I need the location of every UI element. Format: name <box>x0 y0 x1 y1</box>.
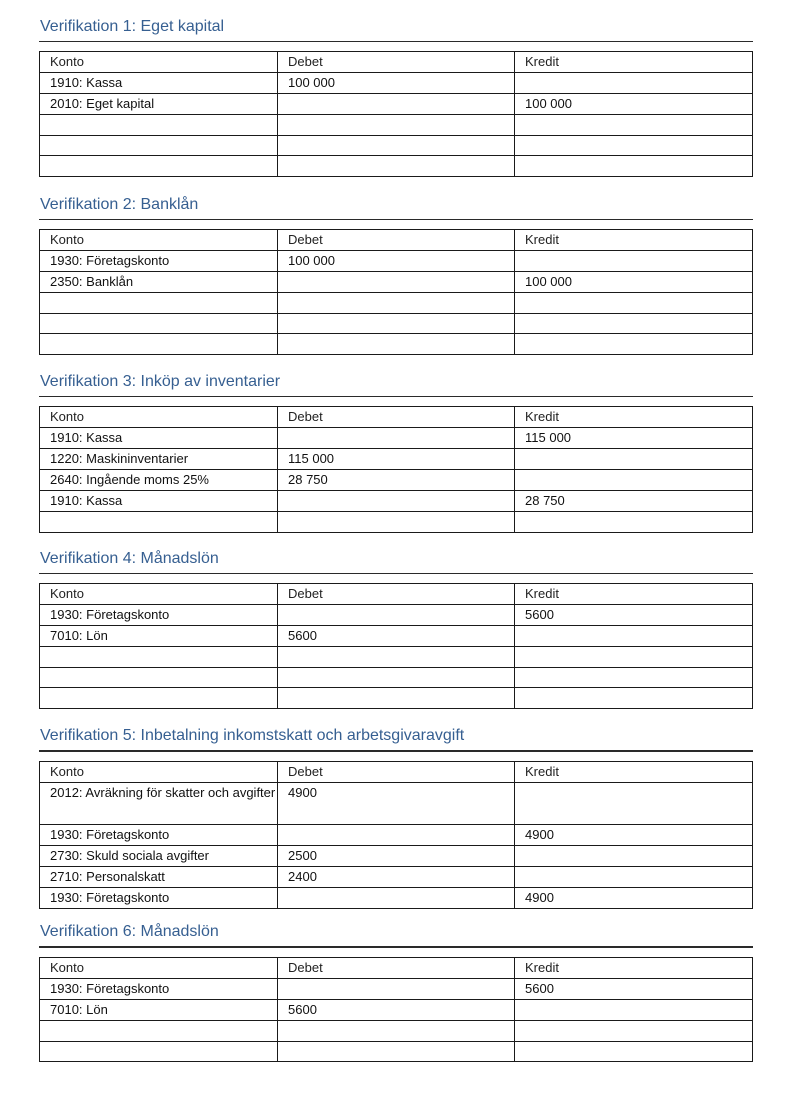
kredit-cell[interactable] <box>515 470 753 491</box>
table-row <box>40 783 753 825</box>
table-row <box>40 1000 753 1021</box>
konto-cell[interactable] <box>40 293 278 314</box>
ledger-table <box>39 583 753 709</box>
konto-cell[interactable]: 1910: Kassa <box>40 73 278 94</box>
konto-cell[interactable] <box>40 156 278 177</box>
kredit-cell[interactable] <box>515 647 753 668</box>
konto-cell[interactable]: 1930: Företagskonto <box>40 825 278 846</box>
heading-rule <box>39 946 753 948</box>
kredit-cell[interactable] <box>515 688 753 709</box>
kredit-cell[interactable] <box>515 867 753 888</box>
heading-rule <box>39 573 753 574</box>
konto-cell[interactable]: 7010: Lön <box>40 1000 278 1021</box>
verifikation-4 <box>39 549 753 709</box>
heading-rule <box>39 41 753 42</box>
table-row <box>40 512 753 533</box>
kredit-cell[interactable] <box>515 251 753 272</box>
konto-cell[interactable] <box>40 688 278 709</box>
column-header-konto: Konto <box>40 584 278 605</box>
kredit-cell[interactable]: 115 000 <box>515 428 753 449</box>
table-row <box>40 428 753 449</box>
kredit-cell[interactable] <box>515 512 753 533</box>
table-row <box>40 1021 753 1042</box>
kredit-cell[interactable]: 100 000 <box>515 272 753 293</box>
konto-cell[interactable]: 2350: Banklån <box>40 272 278 293</box>
konto-cell[interactable]: 1910: Kassa <box>40 491 278 512</box>
table-header-row <box>40 407 753 428</box>
kredit-cell[interactable]: 4900 <box>515 825 753 846</box>
column-header-konto: Konto <box>40 762 278 783</box>
debet-cell[interactable]: 100 000 <box>278 73 515 94</box>
debet-cell[interactable] <box>278 94 515 115</box>
kredit-cell[interactable] <box>515 846 753 867</box>
table-row <box>40 272 753 293</box>
table-header-row <box>40 584 753 605</box>
table-row <box>40 313 753 334</box>
kredit-cell[interactable] <box>515 783 753 825</box>
debet-cell[interactable] <box>278 293 515 314</box>
debet-cell[interactable]: 4900 <box>278 783 515 825</box>
verifikation-title: Verifikation 6: Månadslön <box>40 923 219 940</box>
verifikation-title: Verifikation 4: Månadslön <box>40 550 219 567</box>
konto-cell[interactable]: 1930: Företagskonto <box>40 888 278 909</box>
column-header-kredit: Kredit <box>515 958 753 979</box>
kredit-cell[interactable]: 5600 <box>515 605 753 626</box>
konto-cell[interactable] <box>40 1021 278 1042</box>
column-header-konto: Konto <box>40 230 278 251</box>
konto-cell[interactable]: 2710: Personalskatt <box>40 867 278 888</box>
debet-cell[interactable] <box>278 135 515 156</box>
kredit-cell[interactable]: 100 000 <box>515 94 753 115</box>
kredit-cell[interactable] <box>515 73 753 94</box>
konto-cell[interactable]: 1930: Företagskonto <box>40 605 278 626</box>
debet-cell[interactable]: 28 750 <box>278 470 515 491</box>
column-header-debet: Debet <box>278 762 515 783</box>
kredit-cell[interactable] <box>515 1041 753 1062</box>
verifikation-title: Verifikation 5: Inbetalning inkomstskatt och arbetsgivaravgift <box>40 727 465 744</box>
kredit-cell[interactable]: 28 750 <box>515 491 753 512</box>
debet-cell[interactable] <box>278 888 515 909</box>
konto-cell[interactable]: 1930: Företagskonto <box>40 979 278 1000</box>
table-row <box>40 647 753 668</box>
table-header-row <box>40 230 753 251</box>
table-row <box>40 251 753 272</box>
debet-cell[interactable] <box>278 313 515 334</box>
konto-cell[interactable]: 7010: Lön <box>40 626 278 647</box>
heading-rule <box>39 219 753 220</box>
column-header-kredit: Kredit <box>515 407 753 428</box>
konto-cell[interactable] <box>40 1041 278 1062</box>
kredit-cell[interactable] <box>515 667 753 688</box>
konto-cell[interactable] <box>40 647 278 668</box>
debet-cell[interactable] <box>278 647 515 668</box>
konto-cell[interactable]: 2012: Avräkning för skatter och avgifter <box>40 783 278 825</box>
debet-cell[interactable] <box>278 667 515 688</box>
konto-cell[interactable] <box>40 115 278 136</box>
kredit-cell[interactable] <box>515 135 753 156</box>
debet-cell[interactable]: 2500 <box>278 846 515 867</box>
konto-cell[interactable]: 1220: Maskininventarier <box>40 449 278 470</box>
column-header-konto: Konto <box>40 958 278 979</box>
table-row <box>40 825 753 846</box>
column-header-konto: Konto <box>40 52 278 73</box>
konto-cell[interactable]: 2640: Ingående moms 25% <box>40 470 278 491</box>
column-header-debet: Debet <box>278 584 515 605</box>
ledger-table <box>39 957 753 1062</box>
verifikation-5 <box>39 726 753 909</box>
table-row <box>40 449 753 470</box>
ledger-table <box>39 761 753 909</box>
debet-cell[interactable]: 115 000 <box>278 449 515 470</box>
kredit-cell[interactable] <box>515 156 753 177</box>
debet-cell[interactable] <box>278 1041 515 1062</box>
column-header-debet: Debet <box>278 958 515 979</box>
debet-cell[interactable] <box>278 688 515 709</box>
konto-cell[interactable] <box>40 512 278 533</box>
debet-cell[interactable] <box>278 428 515 449</box>
ledger-table <box>39 51 753 177</box>
kredit-cell[interactable] <box>515 293 753 314</box>
table-row <box>40 1041 753 1062</box>
kredit-cell[interactable] <box>515 1000 753 1021</box>
debet-cell[interactable]: 5600 <box>278 1000 515 1021</box>
heading-rule <box>39 750 753 752</box>
kredit-cell[interactable] <box>515 313 753 334</box>
table-row <box>40 979 753 1000</box>
debet-cell[interactable] <box>278 156 515 177</box>
column-header-debet: Debet <box>278 407 515 428</box>
debet-cell[interactable] <box>278 334 515 355</box>
debet-cell[interactable]: 2400 <box>278 867 515 888</box>
konto-cell[interactable]: 2010: Eget kapital <box>40 94 278 115</box>
column-header-debet: Debet <box>278 52 515 73</box>
verifikation-title: Verifikation 1: Eget kapital <box>40 18 225 35</box>
column-header-kredit: Kredit <box>515 52 753 73</box>
table-row <box>40 135 753 156</box>
kredit-cell[interactable] <box>515 115 753 136</box>
konto-cell[interactable]: 1930: Företagskonto <box>40 251 278 272</box>
kredit-cell[interactable]: 5600 <box>515 979 753 1000</box>
heading-rule <box>39 396 753 397</box>
column-header-kredit: Kredit <box>515 584 753 605</box>
kredit-cell[interactable] <box>515 626 753 647</box>
verifikation-title: Verifikation 2: Banklån <box>40 196 199 213</box>
ledger-table <box>39 229 753 355</box>
debet-cell[interactable] <box>278 979 515 1000</box>
debet-cell[interactable] <box>278 272 515 293</box>
table-row <box>40 94 753 115</box>
table-row <box>40 73 753 94</box>
table-row <box>40 667 753 688</box>
debet-cell[interactable] <box>278 512 515 533</box>
debet-cell[interactable] <box>278 491 515 512</box>
kredit-cell[interactable] <box>515 334 753 355</box>
debet-cell[interactable] <box>278 605 515 626</box>
table-row <box>40 293 753 314</box>
kredit-cell[interactable]: 4900 <box>515 888 753 909</box>
verifikation-1 <box>39 17 753 177</box>
konto-cell[interactable]: 1910: Kassa <box>40 428 278 449</box>
verifikation-3 <box>39 372 753 533</box>
konto-cell[interactable] <box>40 135 278 156</box>
debet-cell[interactable] <box>278 115 515 136</box>
table-row <box>40 888 753 909</box>
ledger-table <box>39 406 753 533</box>
debet-cell[interactable]: 100 000 <box>278 251 515 272</box>
table-row <box>40 867 753 888</box>
kredit-cell[interactable] <box>515 449 753 470</box>
konto-cell[interactable] <box>40 667 278 688</box>
table-row <box>40 156 753 177</box>
table-row <box>40 470 753 491</box>
konto-cell[interactable]: 2730: Skuld sociala avgifter <box>40 846 278 867</box>
column-header-kredit: Kredit <box>515 230 753 251</box>
konto-cell[interactable] <box>40 313 278 334</box>
debet-cell[interactable] <box>278 825 515 846</box>
table-row <box>40 605 753 626</box>
column-header-debet: Debet <box>278 230 515 251</box>
table-row <box>40 491 753 512</box>
table-row <box>40 115 753 136</box>
table-row <box>40 688 753 709</box>
debet-cell[interactable] <box>278 1021 515 1042</box>
table-header-row <box>40 762 753 783</box>
table-row <box>40 334 753 355</box>
table-header-row <box>40 52 753 73</box>
table-header-row <box>40 958 753 979</box>
table-row <box>40 846 753 867</box>
kredit-cell[interactable] <box>515 1021 753 1042</box>
debet-cell[interactable]: 5600 <box>278 626 515 647</box>
verifikation-6 <box>39 922 753 1062</box>
konto-cell[interactable] <box>40 334 278 355</box>
column-header-konto: Konto <box>40 407 278 428</box>
column-header-kredit: Kredit <box>515 762 753 783</box>
table-row <box>40 626 753 647</box>
verifikation-title: Verifikation 3: Inköp av inventarier <box>40 373 281 390</box>
verifikation-2 <box>39 195 753 355</box>
